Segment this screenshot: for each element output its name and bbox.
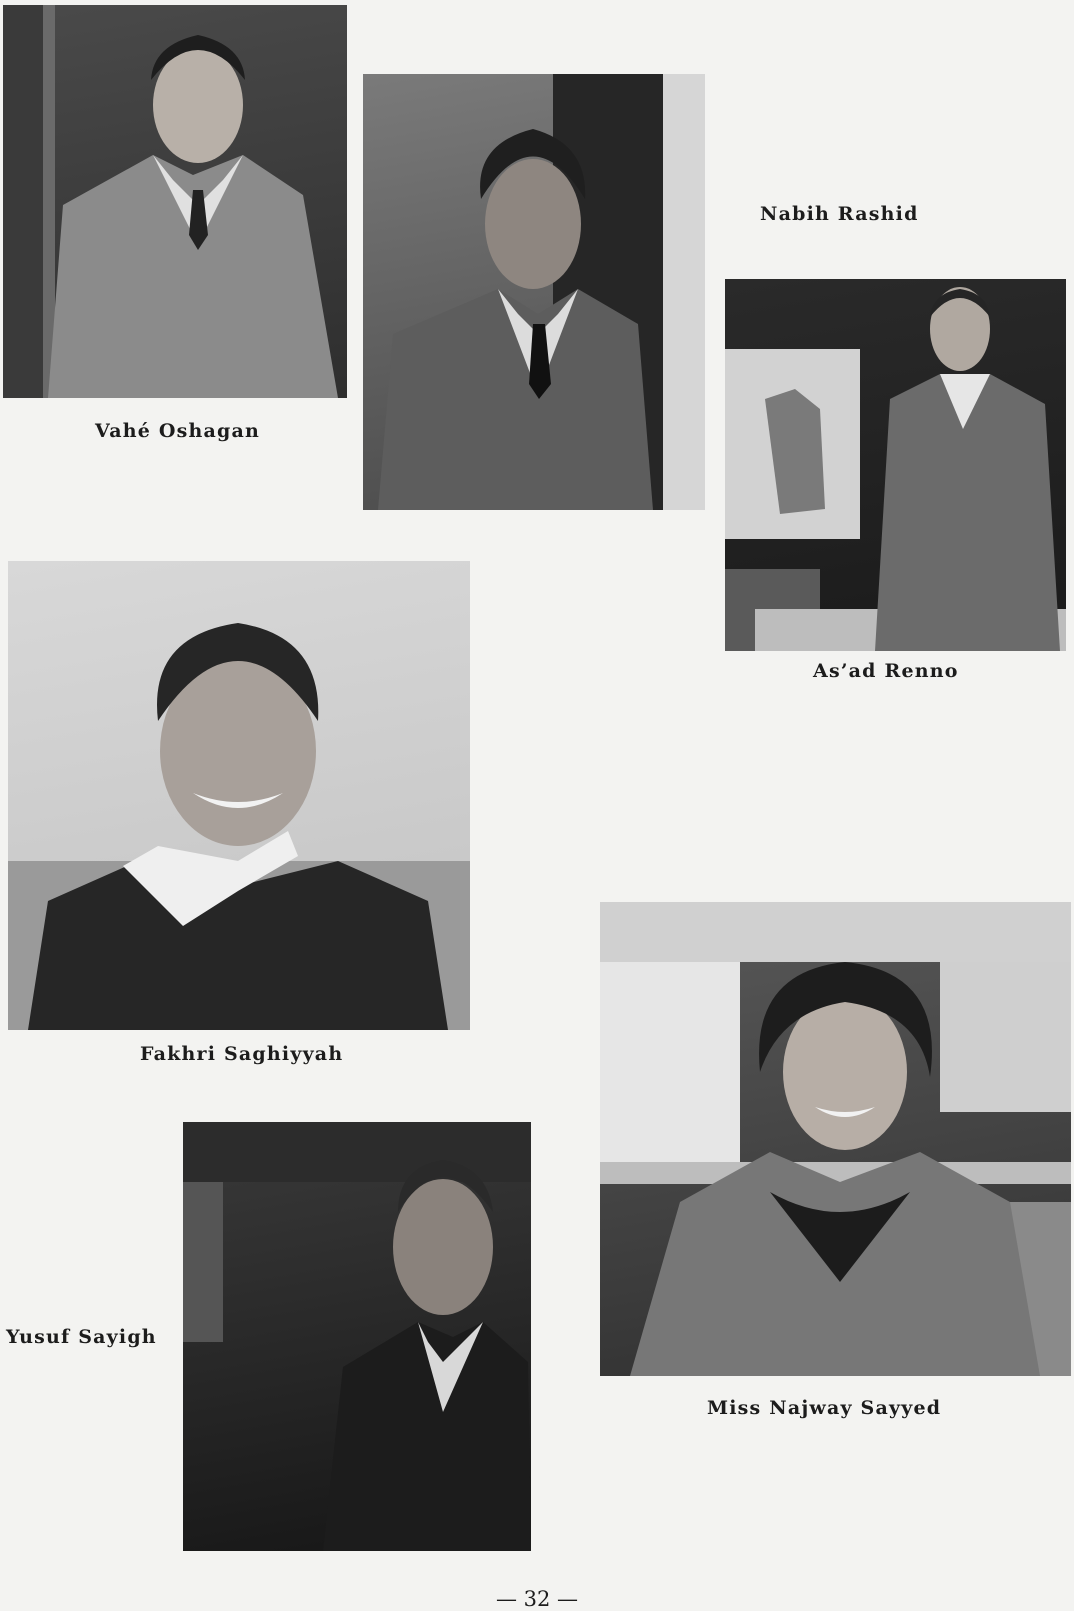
photo-yusuf-sayigh — [183, 1122, 531, 1551]
caption-najway-sayyed: Miss Najway Sayyed — [707, 1397, 942, 1419]
caption-yusuf-sayigh: Yusuf Sayigh — [6, 1326, 157, 1348]
photo-asad-renno — [725, 279, 1066, 651]
photo-vahe-oshagan — [3, 5, 347, 398]
photo-fakhri-saghiyyah — [8, 561, 470, 1030]
caption-vahe-oshagan: Vahé Oshagan — [95, 420, 261, 442]
caption-nabih-rashid: Nabih Rashid — [760, 203, 919, 225]
photo-najway-sayyed — [600, 902, 1071, 1376]
page-number: — 32 — — [495, 1587, 579, 1611]
caption-fakhri-saghiyyah: Fakhri Saghiyyah — [140, 1043, 344, 1065]
photo-nabih-rashid — [363, 74, 705, 510]
caption-asad-renno: As’ad Renno — [813, 660, 959, 682]
